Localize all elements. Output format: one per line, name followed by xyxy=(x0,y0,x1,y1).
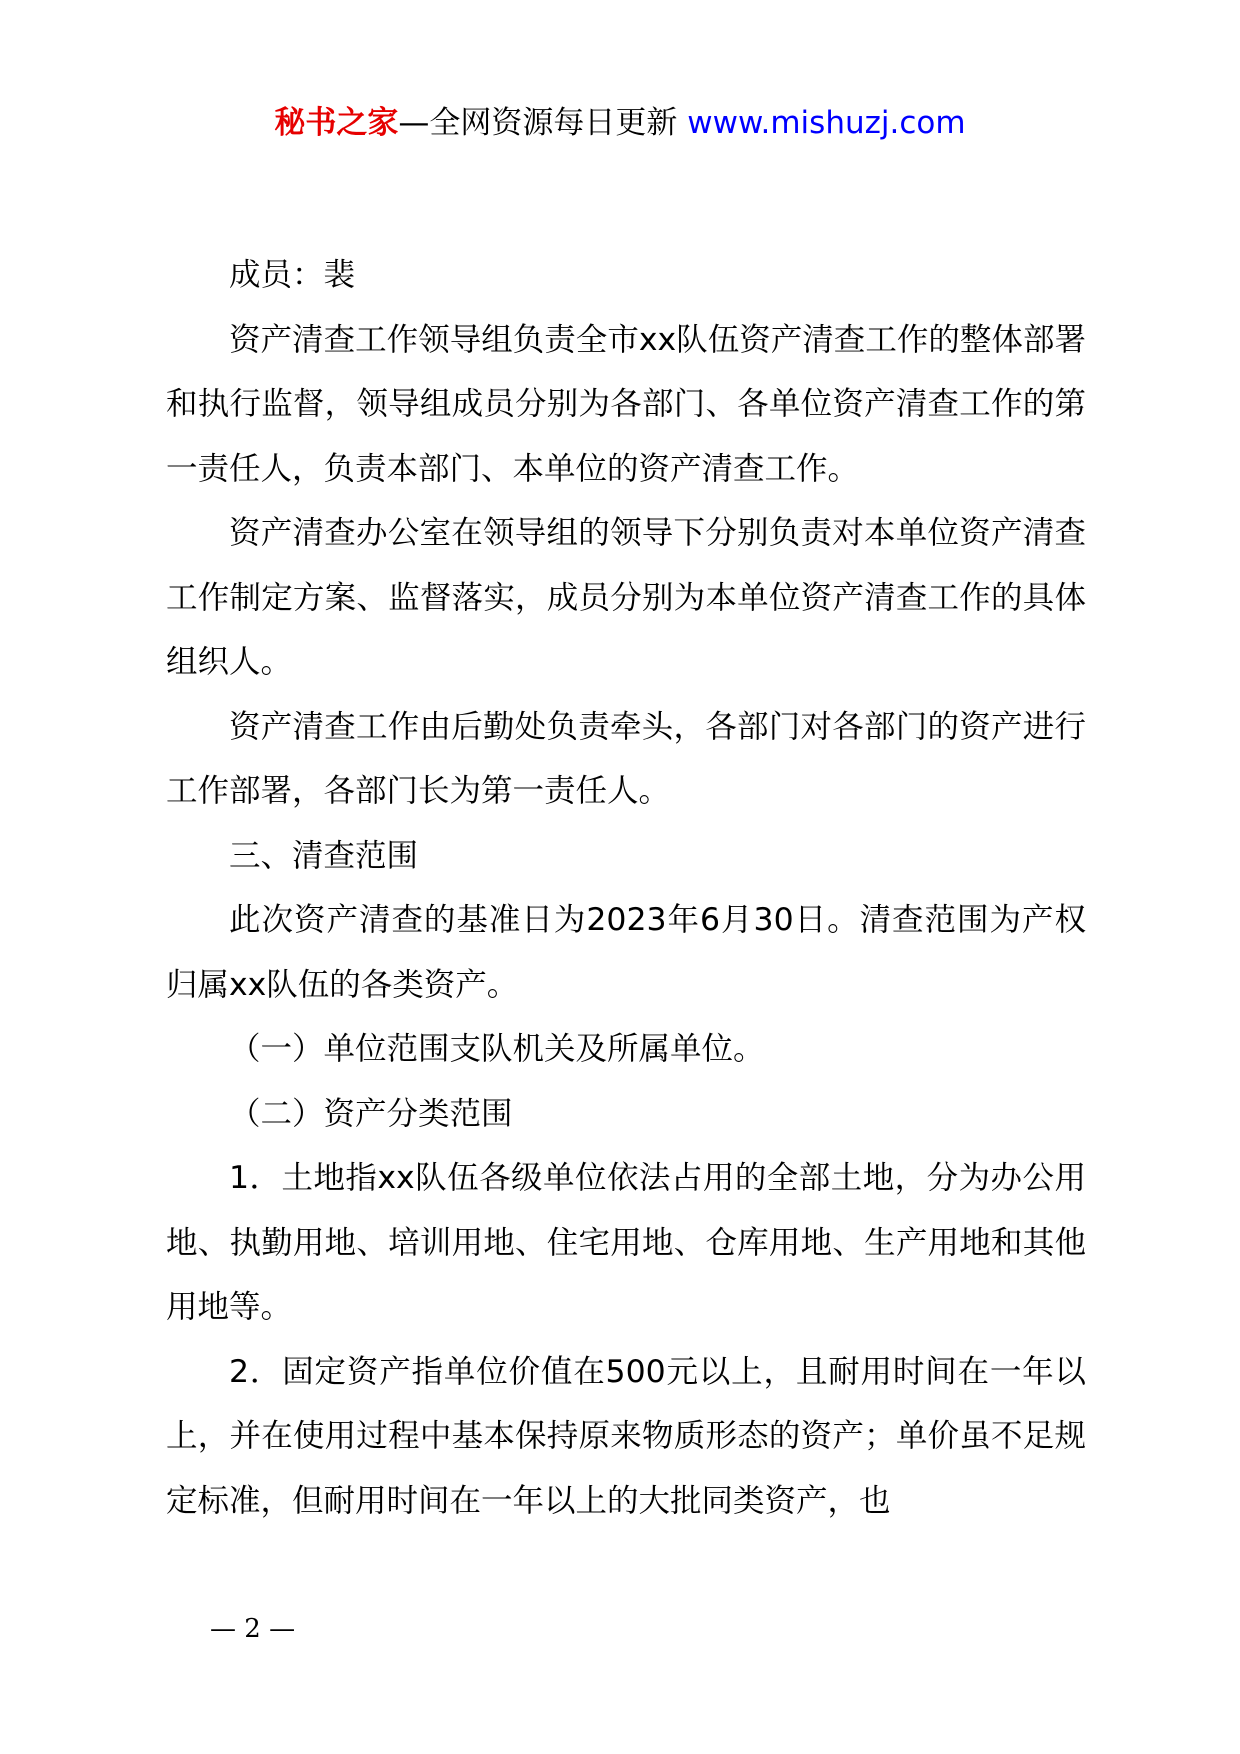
paragraph-base-date: 此次资产清查的基准日为2023年6月30日。清查范围为产权归属xx队伍的各类资产。 xyxy=(166,902,1086,1003)
paragraph-members: 成员：裴 xyxy=(229,257,356,293)
paragraph-office: 资产清查办公室在领导组的领导下分别负责对本单位资产清查工作制定方案、监督落实，成员分别为本单位资产清查工作的具体组织人。 xyxy=(166,515,1086,680)
document-body xyxy=(166,243,1086,1533)
paragraph-fixed-assets: 2．固定资产指单位价值在500元以上，且耐用时间在一年以上，并在使用过程中基本保持原来物质形态的资产；单价虽不足规定标准，但耐用时间在一年以上的大批同类资产，也 xyxy=(166,1353,1086,1519)
paragraph-asset-category: （二）资产分类范围 xyxy=(229,1095,513,1132)
page-number: — 2 — xyxy=(210,1614,296,1644)
site-banner xyxy=(0,100,1240,146)
banner-slogan: —全网资源每日更新 xyxy=(398,105,688,141)
paragraph-unit-scope: （一）单位范围支队机关及所属单位。 xyxy=(229,1031,765,1067)
paragraph-leadership-group: 资产清查工作领导组负责全市xx队伍资产清查工作的整体部署和执行监督，领导组成员分别为各部门、各单位资产清查工作的第一责任人，负责本部门、本单位的资产清查工作。 xyxy=(166,321,1086,487)
paragraph-land: 1．土地指xx队伍各级单位依法占用的全部土地，分为办公用地、执勤用地、培训用地、住宅用地、仓库用地、生产用地和其他用地等。 xyxy=(166,1160,1086,1325)
section-heading-scope: 三、清查范围 xyxy=(229,837,419,874)
paragraph-logistics: 资产清查工作由后勤处负责牵头，各部门对各部门的资产进行工作部署，各部门长为第一责任人。 xyxy=(166,708,1086,809)
brand-name: 秘书之家 xyxy=(274,105,399,141)
site-url-link[interactable]: www.mishuzj.com xyxy=(687,105,966,141)
